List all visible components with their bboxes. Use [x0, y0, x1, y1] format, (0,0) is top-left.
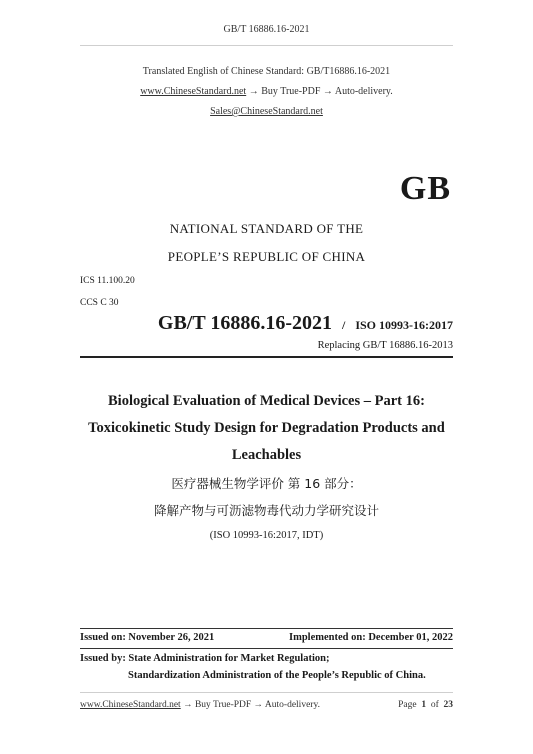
site-link[interactable]: www.ChineseStandard.net	[140, 86, 247, 97]
page-of: of	[430, 700, 439, 710]
issued-date: Issued on: November 26, 2021	[80, 632, 215, 643]
title-line3: Leachables	[231, 447, 302, 463]
replacing-note: Replacing GB/T 16886.16-2013	[317, 340, 453, 351]
standard-separator: /	[341, 318, 346, 332]
national-standard-line2: PEOPLE’S REPUBLIC OF CHINA	[167, 249, 366, 264]
standard-number: GB/T 16886.16-2021	[157, 312, 332, 334]
dates-row	[80, 632, 453, 643]
email-line	[0, 106, 533, 117]
national-standard-line1: NATIONAL STANDARD OF THE	[169, 221, 364, 236]
gb-logo: GB	[399, 170, 451, 207]
issuer-line2: Standardization Administration of the People’s Republic of China.	[128, 670, 426, 681]
running-header: GB/T 16886.16-2021	[223, 24, 310, 35]
standard-number-line	[80, 312, 453, 335]
footer-site-link[interactable]: www.ChineseStandard.net	[80, 700, 181, 710]
footer-divider	[80, 692, 453, 693]
title-line1: Biological Evaluation of Medical Devices – Part 16:	[108, 393, 425, 409]
title-line2: Toxicokinetic Study Design for Degradation Products and	[88, 420, 445, 436]
email-link[interactable]: Sales@ChineseStandard.net	[210, 106, 323, 117]
page-label: Page	[398, 700, 417, 710]
standard-divider	[80, 356, 453, 358]
issuer-line1: Issued by: State Administration for Market Regulation;	[80, 653, 330, 664]
translation-notice: Translated English of Chinese Standard: GB/T16886.16-2021	[142, 66, 391, 77]
chinese-title-line2: 降解产物与可沥滤物毒代动力学研究设计	[153, 503, 379, 518]
iso-equivalence: (ISO 10993-16:2017, IDT)	[209, 530, 324, 541]
purchase-text: → Buy True-PDF → Auto-delivery.	[246, 86, 393, 97]
chinese-title-line1: 医疗器械生物学评价 第 16 部分：	[171, 476, 362, 491]
implemented-date: Implemented on: December 01, 2022	[289, 632, 453, 643]
page-indicator	[398, 700, 453, 710]
header-divider	[80, 45, 453, 46]
iso-number: ISO 10993-16:2017	[355, 318, 453, 332]
footer-purchase-text: → Buy True-PDF → Auto-delivery.	[180, 700, 320, 710]
page-current: 1	[421, 700, 427, 710]
page-footer	[80, 700, 453, 710]
dates-bottom-rule	[80, 648, 453, 649]
dates-top-rule	[80, 628, 453, 629]
purchase-line	[0, 86, 533, 97]
ics-code: ICS 11.100.20	[80, 276, 135, 286]
page-total: 23	[443, 700, 453, 710]
ccs-code: CCS C 30	[80, 298, 119, 308]
